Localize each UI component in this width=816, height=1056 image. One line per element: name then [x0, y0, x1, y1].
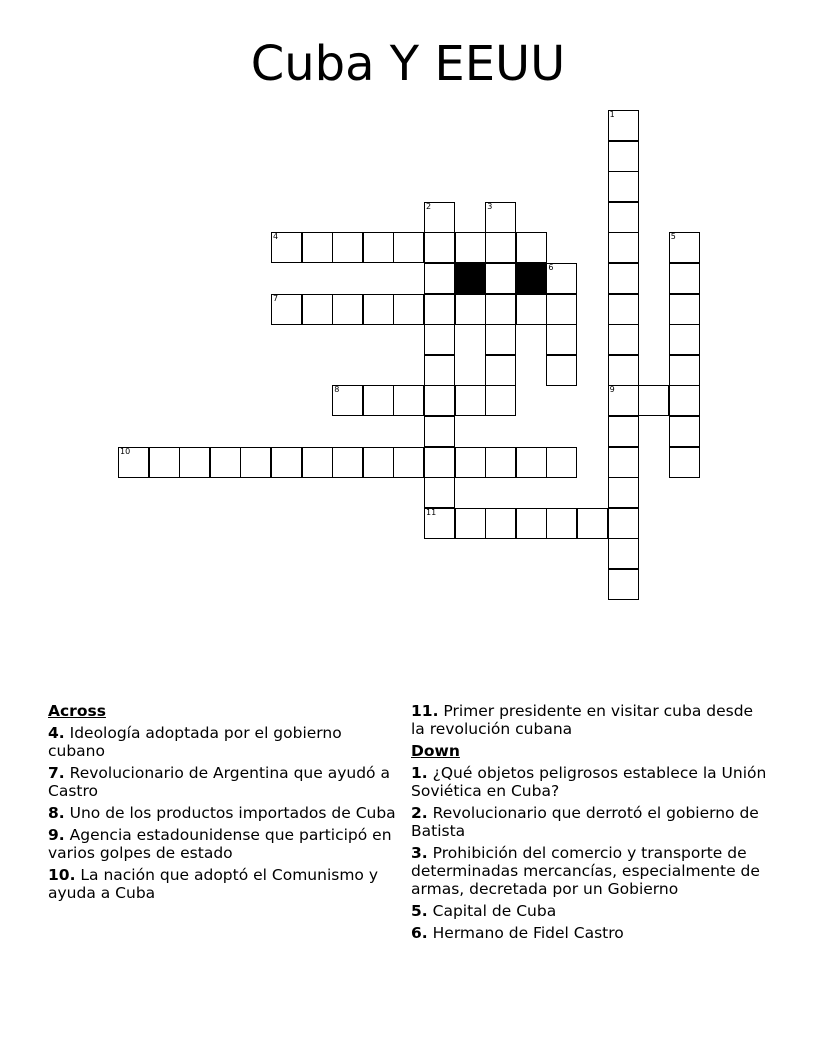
clue-across-4: 4. Ideología adoptada por el gobierno cubano [48, 724, 342, 760]
grid-cell[interactable] [424, 416, 455, 447]
grid-cell[interactable] [179, 447, 210, 478]
clue-down-6: 6. Hermano de Fidel Castro [411, 924, 624, 942]
cell-number: 6 [548, 263, 554, 272]
clue-across-10: 10. La nación que adoptó el Comunismo y ayuda a Cuba [48, 866, 379, 902]
grid-cell[interactable] [669, 263, 700, 294]
grid-cell[interactable] [516, 447, 547, 478]
grid-cell[interactable] [485, 294, 516, 325]
grid-cell[interactable] [485, 202, 516, 233]
grid-cell[interactable] [608, 538, 639, 569]
grid-cell[interactable] [608, 324, 639, 355]
grid-cell[interactable] [424, 232, 455, 263]
black-square [455, 263, 486, 294]
grid-cell[interactable] [455, 294, 486, 325]
grid-cell[interactable] [393, 447, 424, 478]
grid-cell[interactable] [669, 294, 700, 325]
clue-across-7: 7. Revolucionario de Argentina que ayudó a Castro [48, 764, 390, 800]
grid-cell[interactable] [118, 447, 149, 478]
grid-cell[interactable] [546, 324, 577, 355]
grid-cell[interactable] [608, 202, 639, 233]
clues-left-column [48, 702, 398, 906]
grid-cell[interactable] [149, 447, 180, 478]
grid-cell[interactable] [485, 232, 516, 263]
grid-cell[interactable] [608, 110, 639, 141]
grid-cell[interactable] [424, 477, 455, 508]
grid-cell[interactable] [546, 263, 577, 294]
grid-cell[interactable] [455, 232, 486, 263]
grid-cell[interactable] [302, 294, 333, 325]
grid-cell[interactable] [363, 385, 394, 416]
grid-cell[interactable] [608, 141, 639, 172]
cell-number: 4 [273, 232, 279, 242]
grid-cell[interactable] [302, 232, 333, 263]
grid-cell[interactable] [608, 263, 639, 294]
grid-cell[interactable] [455, 385, 486, 416]
grid-cell[interactable] [271, 232, 302, 263]
grid-cell[interactable] [363, 294, 394, 325]
grid-cell[interactable] [485, 263, 516, 294]
grid-cell[interactable] [210, 447, 241, 478]
grid-cell[interactable] [608, 355, 639, 386]
grid-cell[interactable] [485, 324, 516, 355]
grid-cell[interactable] [424, 294, 455, 325]
clue-down-5: 5. Capital de Cuba [411, 902, 557, 920]
grid-cell[interactable] [638, 385, 669, 416]
grid-cell[interactable] [516, 294, 547, 325]
grid-cell[interactable] [608, 232, 639, 263]
grid-cell[interactable] [240, 447, 271, 478]
cell-number: 8 [334, 385, 340, 395]
grid-cell[interactable] [485, 447, 516, 478]
grid-cell[interactable] [669, 447, 700, 478]
grid-cell[interactable] [424, 385, 455, 416]
grid-cell[interactable] [516, 232, 547, 263]
grid-cell[interactable] [546, 447, 577, 478]
cell-number: 3 [487, 201, 493, 211]
grid-cell[interactable] [363, 447, 394, 478]
grid-cell[interactable] [485, 508, 516, 539]
grid-cell[interactable] [485, 355, 516, 386]
across-heading: Across [48, 702, 106, 720]
grid-cell[interactable] [485, 385, 516, 416]
grid-cell[interactable] [608, 171, 639, 202]
cell-number: 9 [609, 385, 615, 395]
grid-cell[interactable] [608, 385, 639, 416]
grid-cell[interactable] [608, 508, 639, 539]
grid-cell[interactable] [608, 447, 639, 478]
grid-cell[interactable] [516, 508, 547, 539]
grid-cell[interactable] [393, 232, 424, 263]
down-heading: Down [411, 742, 460, 760]
grid-cell[interactable] [271, 447, 302, 478]
grid-cell[interactable] [546, 355, 577, 386]
grid-cell[interactable] [455, 508, 486, 539]
grid-cell[interactable] [424, 202, 455, 233]
grid-cell[interactable] [608, 294, 639, 325]
grid-cell[interactable] [393, 294, 424, 325]
cell-number: 11 [426, 507, 437, 517]
black-square [516, 263, 547, 294]
grid-cell[interactable] [669, 324, 700, 355]
grid-cell[interactable] [424, 263, 455, 294]
grid-cell[interactable] [393, 385, 424, 416]
clue-across-11: 11. Primer presidente en visitar cuba desde la revolución cubana [411, 702, 754, 738]
cell-number: 5 [670, 232, 676, 242]
grid-cell[interactable] [669, 385, 700, 416]
grid-cell[interactable] [608, 477, 639, 508]
grid-cell[interactable] [332, 232, 363, 263]
grid-cell[interactable] [332, 385, 363, 416]
clue-down-1: 1. ¿Qué objetos peligrosos establece la Unión Soviética en Cuba? [411, 764, 767, 800]
grid-cell[interactable] [271, 294, 302, 325]
clue-across-9: 9. Agencia estadounidense que participó en varios golpes de estado [48, 826, 392, 862]
cell-number: 2 [426, 201, 432, 211]
grid-cell[interactable] [669, 355, 700, 386]
grid-cell[interactable] [669, 232, 700, 263]
grid-cell[interactable] [302, 447, 333, 478]
grid-cell[interactable] [424, 355, 455, 386]
cell-number: 10 [120, 446, 131, 456]
grid-cell[interactable] [424, 447, 455, 478]
grid-cell[interactable] [455, 447, 486, 478]
grid-cell[interactable] [332, 447, 363, 478]
grid-cell[interactable] [546, 294, 577, 325]
clues-right-column [411, 702, 771, 946]
grid-cell[interactable] [669, 416, 700, 447]
clue-down-3: 3. Prohibición del comercio y transporte de determinadas mercancías, especialmente de armas, decretada por un Gobierno [411, 844, 760, 898]
grid-cell[interactable] [424, 508, 455, 539]
puzzle-title: Cuba Y EEUU [250, 36, 566, 92]
cell-number: 7 [273, 293, 279, 303]
grid-cell[interactable] [546, 508, 577, 539]
cell-number: 1 [609, 110, 615, 119]
grid-cell[interactable] [608, 416, 639, 447]
grid-cell[interactable] [608, 569, 639, 600]
clue-down-2: 2. Revolucionario que derrotó el gobierno de Batista [411, 804, 759, 840]
clue-across-8: 8. Uno de los productos importados de Cuba [48, 804, 396, 822]
grid-cell[interactable] [332, 294, 363, 325]
grid-cell[interactable] [424, 324, 455, 355]
grid-cell[interactable] [577, 508, 608, 539]
grid-cell[interactable] [363, 232, 394, 263]
